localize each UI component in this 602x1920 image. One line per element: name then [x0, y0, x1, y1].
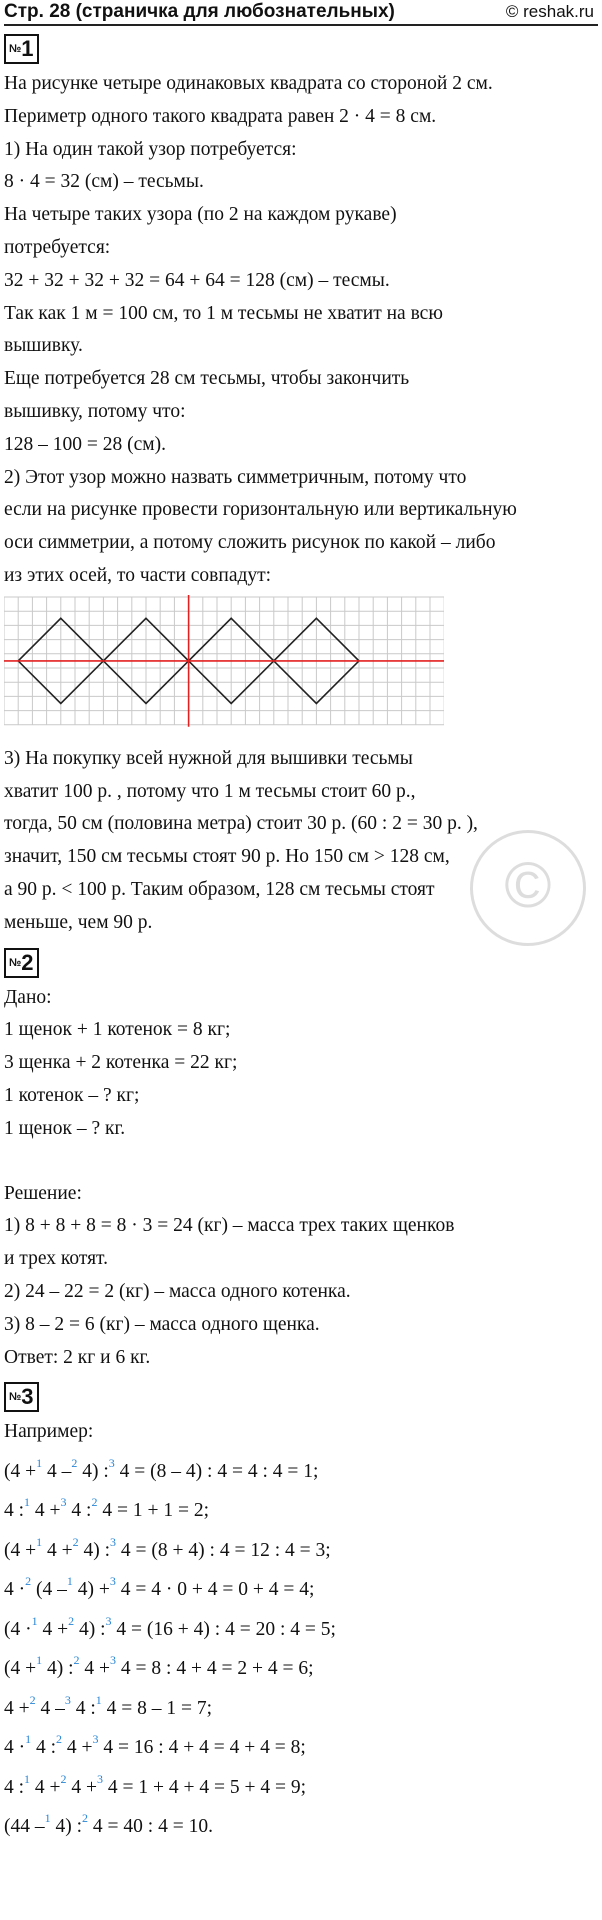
text-line: Так как 1 м = 100 см, то 1 м тесьмы не хватит на всю [4, 302, 443, 324]
text-line: На четыре таких узора (по 2 на каждом рукаве) [4, 204, 397, 226]
text-line: 8 · 4 = 32 (см) – тесьмы. [4, 171, 204, 193]
task-number-badge: №1 [4, 34, 39, 64]
step-order-number: 2 [91, 1495, 98, 1510]
given-line: 3 щенка + 2 котенка = 22 кг; [4, 1052, 238, 1074]
task-2 [4, 940, 598, 1375]
expression-line: (4 +$^1$ 4 +$^2$ 4) :$^3$ 4 = (8 + 4) : 4 = 12 : 4 = 3; [4, 1534, 331, 1561]
given-line: 1 щенок + 1 котенок = 8 кг; [4, 1019, 231, 1041]
solution-line: 3) 8 – 2 = 6 (кг) – масса одного щенка. [4, 1313, 320, 1335]
text-line: 2) Этот узор можно назвать симметричным, потому что [4, 466, 467, 488]
solution-line: и трех котят. [4, 1248, 108, 1270]
step-order-number: 1 [24, 1771, 31, 1786]
expression-line: (4 ·$^1$ 4 +$^2$ 4) :$^3$ 4 = (16 + 4) : 4 = 20 : 4 = 5; [4, 1613, 336, 1640]
step-order-number: 2 [71, 1455, 78, 1470]
site-credit: © reshak.ru [505, 2, 594, 21]
step-order-number: 2 [25, 1574, 32, 1589]
symmetry-figure [4, 595, 598, 735]
step-order-number: 3 [110, 1653, 117, 1668]
page [4, 0, 598, 1843]
task-1 [4, 26, 598, 940]
step-order-number: 2 [72, 1534, 79, 1549]
expression-line: 4 +$^2$ 4 –$^3$ 4 :$^1$ 4 = 8 – 1 = 7; [4, 1692, 213, 1719]
solution-heading: Решение: [4, 1182, 82, 1204]
expression-line: 4 ·$^2$ (4 –$^1$ 4) +$^3$ 4 = 4 · 0 + 4 = 0 + 4 = 4; [4, 1574, 315, 1601]
solution-line: 1) 8 + 8 + 8 = 8 · 3 = 24 (кг) – масса трех таких щенков [4, 1215, 455, 1237]
text-line: 128 – 100 = 28 (см). [4, 433, 166, 455]
answer-line: Ответ: 2 кг и 6 кг. [4, 1346, 151, 1368]
step-order-number: 1 [66, 1574, 73, 1589]
step-order-number: 2 [68, 1613, 75, 1628]
task-1-text [4, 68, 598, 593]
step-order-number: 3 [60, 1495, 67, 1510]
task-1-text-continued [4, 743, 598, 940]
expression-line: (4 +$^1$ 4 –$^2$ 4) :$^3$ 4 = (8 – 4) : 4 = 4 : 4 = 1; [4, 1455, 319, 1482]
step-order-number: 1 [36, 1455, 43, 1470]
step-order-number: 1 [95, 1692, 102, 1707]
text-line: 1) На один такой узор потребуется: [4, 138, 297, 160]
given-line: 1 котенок – ? кг; [4, 1084, 140, 1106]
text-line: 3) На покупку всей нужной для вышивки тесьмы [4, 747, 413, 769]
task-3 [4, 1374, 598, 1843]
step-order-number: 2 [82, 1811, 89, 1826]
text-line: 32 + 32 + 32 + 32 = 64 + 64 = 128 (см) – тесмы. [4, 269, 390, 291]
step-order-number: 1 [31, 1613, 38, 1628]
text-line: из этих осей, то части совпадут: [4, 564, 272, 586]
text-line: меньше, чем 90 р. [4, 911, 153, 933]
step-order-number: 2 [60, 1771, 67, 1786]
step-order-number: 2 [29, 1692, 36, 1707]
text-line: оси симметрии, а потому сложить рисунок по какой – либо [4, 532, 496, 554]
text-line: вышивку. [4, 335, 83, 357]
step-order-number: 3 [64, 1692, 71, 1707]
text-line: значит, 150 см тесьмы стоят 90 р. Но 150 см > 128 см, [4, 846, 450, 868]
step-order-number: 2 [56, 1732, 63, 1747]
step-order-number: 1 [25, 1732, 32, 1747]
text-line: а 90 р. < 100 р. Таким образом, 128 см тесьмы стоят [4, 878, 435, 900]
text-line: Еще потребуется 28 см тесьмы, чтобы закончить [4, 368, 410, 390]
step-order-number: 3 [97, 1771, 104, 1786]
page-header [4, 0, 598, 26]
expression-line: (44 –$^1$ 4) :$^2$ 4 = 40 : 4 = 10. [4, 1811, 213, 1838]
solution-line: 2) 24 – 22 = 2 (кг) – масса одного котенка. [4, 1280, 351, 1302]
copyright-watermark: © [470, 830, 586, 946]
given-heading: Дано: [4, 986, 52, 1008]
text-line: тогда, 50 см (половина метра) стоит 30 р. (60 : 2 = 30 р. ), [4, 813, 478, 835]
symmetry-pattern-diagram [4, 595, 444, 730]
page-title: Стр. 28 (страничка для любознательных) [4, 1, 395, 22]
text-line: хватит 100 р. , потому что 1 м тесьмы стоит 60 р., [4, 780, 416, 802]
task-number-badge: №3 [4, 1382, 39, 1412]
examples-intro: Например: [4, 1421, 94, 1443]
text-line: Периметр одного такого квадрата равен 2 · 4 = 8 см. [4, 105, 437, 127]
given-line: 1 щенок – ? кг. [4, 1117, 126, 1139]
step-order-number: 3 [105, 1613, 112, 1628]
expression-line: 4 ·$^1$ 4 :$^2$ 4 +$^3$ 4 = 16 : 4 + 4 = 4 + 4 = 8; [4, 1732, 306, 1759]
text-line: На рисунке четыре одинаковых квадрата со стороной 2 см. [4, 73, 493, 94]
text-line: потребуется: [4, 236, 111, 258]
expression-line: (4 +$^1$ 4) :$^2$ 4 +$^3$ 4 = 8 : 4 + 4 = 2 + 4 = 6; [4, 1653, 314, 1680]
step-order-number: 2 [73, 1653, 80, 1668]
step-order-number: 3 [108, 1455, 115, 1470]
step-order-number: 3 [109, 1574, 116, 1589]
step-order-number: 1 [24, 1495, 31, 1510]
step-order-number: 1 [44, 1811, 51, 1826]
step-order-number: 3 [110, 1534, 117, 1549]
step-order-number: 1 [36, 1534, 43, 1549]
text-line: вышивку, потому что: [4, 400, 186, 422]
task-number-badge: №2 [4, 948, 39, 978]
text-line: если на рисунке провести горизонтальную или вертикальную [4, 499, 517, 521]
spacer [4, 1146, 598, 1178]
step-order-number: 1 [36, 1653, 43, 1668]
step-order-number: 3 [92, 1732, 99, 1747]
expression-line: 4 :$^1$ 4 +$^2$ 4 +$^3$ 4 = 1 + 4 + 4 = 5 + 4 = 9; [4, 1771, 307, 1798]
expression-line: 4 :$^1$ 4 +$^3$ 4 :$^2$ 4 = 1 + 1 = 2; [4, 1495, 210, 1522]
